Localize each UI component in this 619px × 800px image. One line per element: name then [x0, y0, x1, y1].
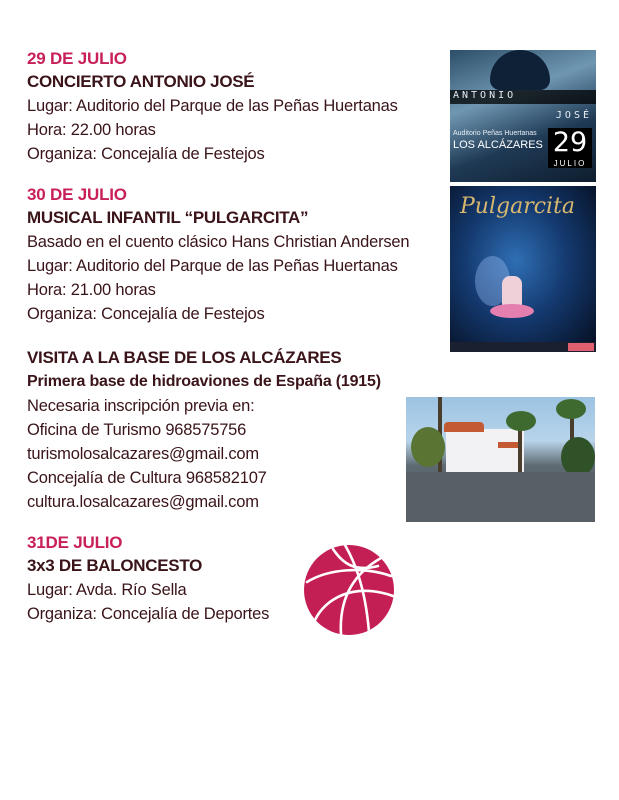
poster-city: LOS ALCÁZARES: [453, 139, 543, 151]
event-venue: Lugar: Auditorio del Parque de las Peñas Huertanas: [27, 97, 398, 115]
base-building-photo: [406, 397, 595, 522]
building-roof: [444, 422, 484, 432]
event-organizer: Organiza: Concejalía de Festejos: [27, 145, 265, 163]
event-organizer: Organiza: Concejalía de Deportes: [27, 605, 270, 623]
poster-figure: [490, 50, 550, 90]
event-organizer: Organiza: Concejalía de Festejos: [27, 305, 265, 323]
culture-phone: Concejalía de Cultura 968582107: [27, 469, 267, 487]
building-roof-secondary: [498, 442, 520, 448]
event-visita-base: [27, 346, 381, 514]
palm-top: [556, 399, 586, 419]
poster-month: JULIO: [553, 159, 587, 168]
fairy-skirt: [490, 304, 534, 318]
event-time: Hora: 21.00 horas: [27, 281, 156, 299]
event-description: Basado en el cuento clásico Hans Christian Andersen: [27, 233, 410, 251]
poster-venue: Auditorio Peñas Huertanas: [453, 130, 537, 137]
event-venue: Lugar: Auditorio del Parque de las Peñas Huertanas: [27, 257, 398, 275]
musical-poster-image: [450, 186, 596, 352]
event-title: MUSICAL INFANTIL “PULGARCITA”: [27, 208, 309, 227]
event-time: Hora: 22.00 horas: [27, 121, 156, 139]
event-title: 3x3 DE BALONCESTO: [27, 556, 203, 575]
poster-surname: JOSÉ: [555, 110, 592, 121]
palm-top: [506, 411, 536, 431]
event-venue: Lugar: Avda. Río Sella: [27, 581, 187, 599]
event-musical: [27, 184, 409, 326]
event-date: 31DE JULIO: [27, 533, 123, 552]
event-concierto: [27, 48, 398, 166]
event-baloncesto: [27, 532, 269, 626]
basketball-icon: [303, 544, 395, 636]
event-date: 29 DE JULIO: [27, 49, 127, 68]
tourism-email: turismolosalcazares@gmail.com: [27, 445, 259, 463]
building: [446, 429, 524, 476]
event-title: CONCIERTO ANTONIO JOSÉ: [27, 72, 255, 91]
culture-email: cultura.losalcazares@gmail.com: [27, 493, 259, 511]
tourism-office-phone: Oficina de Turismo 968575756: [27, 421, 247, 439]
poster-footer-badge: [568, 343, 594, 351]
concert-poster-image: [450, 50, 596, 182]
event-subtitle: Primera base de hidroaviones de España (1915): [27, 373, 381, 390]
event-date: 30 DE JULIO: [27, 185, 127, 204]
tree: [411, 427, 445, 467]
road: [406, 472, 595, 522]
poster-title: Pulgarcita: [460, 194, 576, 219]
poster-day-number: 29: [552, 127, 588, 158]
event-title: VISITA A LA BASE DE LOS ALCÁZARES: [27, 348, 342, 367]
tree: [561, 437, 595, 477]
poster-name: ANTONIO: [450, 90, 596, 104]
event-registration-note: Necesaria inscripción previa en:: [27, 397, 255, 415]
